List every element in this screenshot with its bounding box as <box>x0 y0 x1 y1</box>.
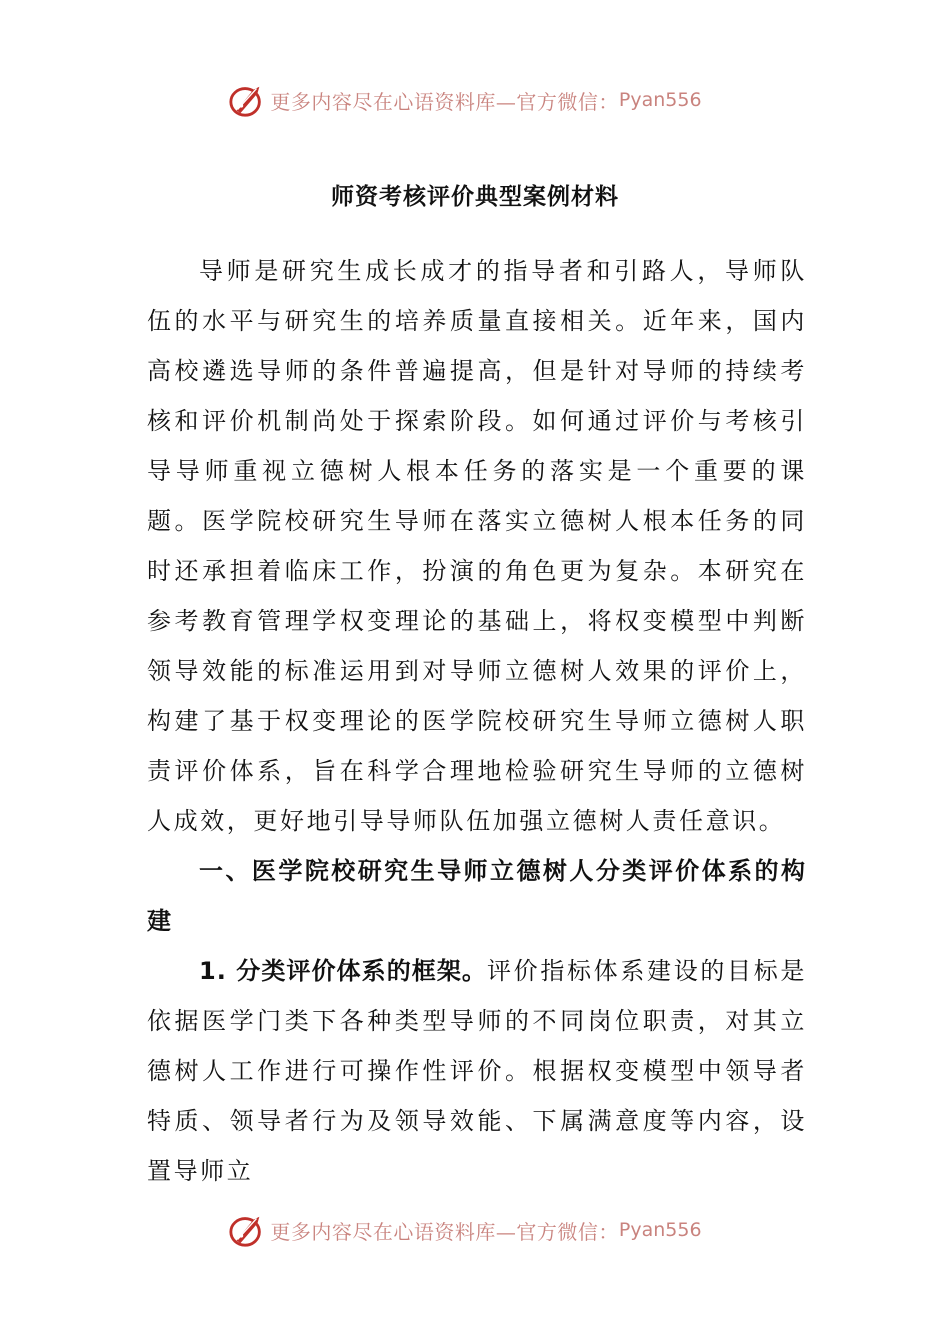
watermark-text: 更多内容尽在心语资料库—官方微信： <box>270 89 619 114</box>
watermark-wechat-id: Pyan556 <box>618 1219 702 1241</box>
section-heading: 一、医学院校研究生导师立德树人分类评价体系的构建 <box>147 857 807 935</box>
document-body <box>147 246 807 1196</box>
subsection-title: 1. 分类评价体系的框架。 <box>199 957 487 985</box>
watermark-banner-top <box>0 78 950 122</box>
subsection-text: 评价指标体系建设的目标是依据医学门类下各种类型导师的不同岗位职责，对其立德树人工作进行可操作性评价。根据权变模型中领导者特质、领导者行为及领导效能、下属满意度等内容，设置导师立 <box>147 957 807 1185</box>
watermark-wechat-id: Pyan556 <box>618 89 702 111</box>
watermark-banner-bottom <box>0 1208 950 1252</box>
subsection-paragraph <box>147 946 807 1196</box>
watermark-text: 更多内容尽在心语资料库—官方微信： <box>270 1219 619 1244</box>
document-title: 师资考核评价典型案例材料 <box>331 184 619 210</box>
intro-paragraph: 导师是研究生成长成才的指导者和引路人，导师队伍的水平与研究生的培养质量直接相关。近年来，国内高校遴选导师的条件普遍提高，但是针对导师的持续考核和评价机制尚处于探索阶段。如何通过评价与考核引导导师重视立德树人根本任务的落实是一个重要的课题。医学院校研究生导师在落实立德树人根本任务的同时还承担着临床工作，扮演的角色更为复杂。本研究在参考教育管理学权变理论的基础上，将权变模型中判断领导效能的标准运用到对导师立德树人效果的评价上，构建了基于权变理论的医学院校研究生导师立德树人职责评价体系，旨在科学合理地检验研究生导师的立德树人成效，更好地引导导师队伍加强立德树人责任意识。 <box>147 257 807 835</box>
pen-nib-circle-logo-icon <box>228 81 266 119</box>
pen-nib-circle-logo-icon <box>228 1211 266 1249</box>
